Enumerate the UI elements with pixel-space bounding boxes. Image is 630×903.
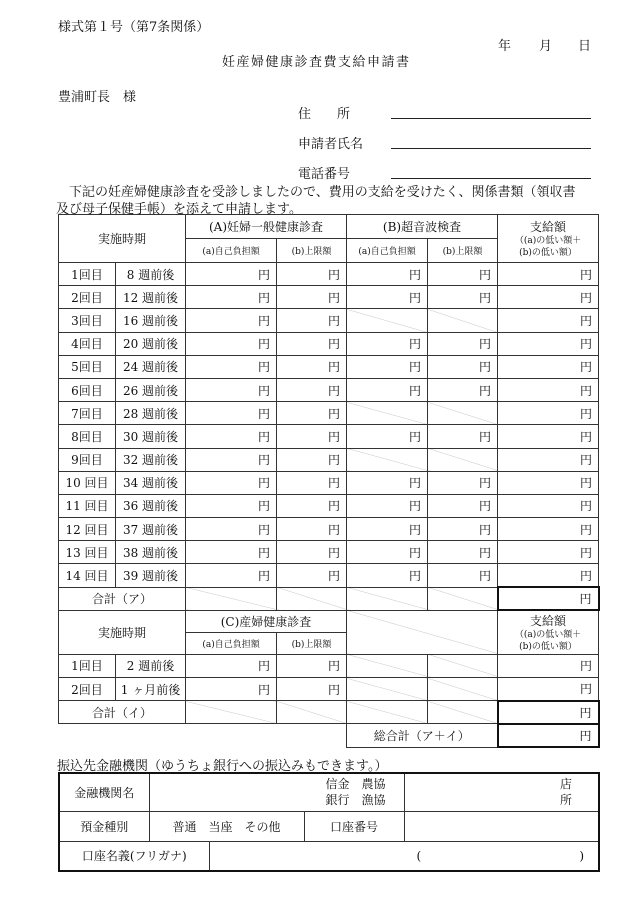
yen-unit: 円: [258, 682, 271, 697]
visit-number: 1回目: [59, 263, 116, 286]
pay-header-note1: （(a)の低い額＋: [514, 630, 582, 641]
body-text-line2: 及び母子保健手帳）を添えて申請します。: [56, 202, 302, 217]
general-limit-cell[interactable]: [277, 425, 347, 448]
pay-amount-cell[interactable]: [498, 378, 599, 401]
yen-unit: 円: [409, 522, 422, 537]
general-self-pay-cell[interactable]: [186, 494, 277, 517]
ultrasound-self-pay-cell[interactable]: [347, 518, 428, 541]
pay-amount-cell[interactable]: [498, 518, 599, 541]
self-pay-header: (a)自己負担額: [186, 632, 277, 654]
visit-timing: 39 週前後: [116, 564, 186, 587]
postnatal-pay-cell[interactable]: [498, 654, 599, 677]
general-self-pay-cell[interactable]: [186, 309, 277, 332]
ultrasound-self-pay-cell[interactable]: [347, 286, 428, 309]
yen-unit: 円: [580, 682, 593, 697]
phone-field[interactable]: [391, 178, 591, 179]
yen-unit: 円: [579, 705, 592, 720]
limit-header: (b)上限額: [277, 632, 347, 654]
address-label: 住 所: [298, 107, 351, 122]
ultrasound-limit-cell[interactable]: [428, 286, 498, 309]
yen-unit: 円: [580, 267, 593, 282]
yen-unit: 円: [258, 569, 271, 584]
visit-number: 2回目: [59, 286, 116, 309]
postnatal-limit-cell[interactable]: [277, 678, 347, 701]
phone-label: 電話番号: [298, 167, 351, 182]
table-row: [59, 724, 599, 747]
postnatal-na: [347, 654, 428, 677]
postnatal-pay-cell[interactable]: [498, 678, 599, 701]
subtotal-na: [277, 701, 347, 724]
yen-unit: 円: [409, 383, 422, 398]
visit-timing: 36 週前後: [116, 494, 186, 517]
deposit-type-options[interactable]: 普通 当座 その他: [149, 811, 304, 841]
ultrasound-self-pay-cell[interactable]: [347, 494, 428, 517]
table-row: [59, 425, 599, 448]
yen-unit: 円: [580, 476, 593, 491]
postnatal-na: [428, 654, 498, 677]
yen-unit: 円: [580, 499, 593, 514]
pay-amount-cell[interactable]: [498, 471, 599, 494]
yen-unit: 円: [328, 429, 341, 444]
page-title: 妊産婦健康診査費支給申請書: [222, 55, 411, 70]
bank-table: [58, 772, 600, 872]
general-self-pay-cell[interactable]: [186, 541, 277, 564]
deposit-type-label: 預金種別: [59, 811, 149, 841]
ultrasound-limit-cell[interactable]: [428, 332, 498, 355]
yen-unit: 円: [580, 337, 593, 352]
visit-timing: 30 週前後: [116, 425, 186, 448]
postnatal-pay-header: [498, 610, 599, 654]
postnatal-checkup-header: (C)産婦健康診査: [186, 610, 347, 632]
yen-unit: 円: [328, 476, 341, 491]
ultrasound-limit-cell[interactable]: [428, 494, 498, 517]
table-row: [59, 448, 599, 471]
general-limit-cell[interactable]: [277, 448, 347, 471]
general-limit-cell[interactable]: [277, 378, 347, 401]
visit-number: 4回目: [59, 332, 116, 355]
ultrasound-limit-cell[interactable]: [428, 518, 498, 541]
yen-unit: 円: [579, 728, 592, 743]
ultrasound-self-pay-cell[interactable]: [347, 378, 428, 401]
grand-total-amount[interactable]: [498, 724, 599, 747]
ultrasound-limit-na: [428, 402, 498, 425]
table-row: [59, 286, 599, 309]
yen-unit: 円: [479, 383, 492, 398]
ultrasound-self-pay-cell[interactable]: [347, 541, 428, 564]
table-row: [59, 494, 599, 517]
yen-unit: 円: [580, 453, 593, 468]
table-row: [59, 678, 599, 701]
visit-timing: 26 週前後: [116, 378, 186, 401]
pay-amount-cell[interactable]: [498, 494, 599, 517]
account-holder-field[interactable]: [209, 841, 599, 871]
table-row: [59, 309, 599, 332]
yen-unit: 円: [580, 290, 593, 305]
yen-unit: 円: [580, 568, 593, 583]
yen-unit: 円: [258, 406, 271, 421]
form-number: 様式第１号（第7条関係）: [58, 20, 210, 35]
ultrasound-limit-cell[interactable]: [428, 471, 498, 494]
yen-unit: 円: [258, 313, 271, 328]
pay-amount-cell[interactable]: [498, 448, 599, 471]
table-row: [59, 541, 599, 564]
general-self-pay-cell[interactable]: [186, 518, 277, 541]
yen-unit: 円: [580, 545, 593, 560]
visit-number: 6回目: [59, 378, 116, 401]
postnatal-na: [347, 678, 428, 701]
yen-unit: 円: [328, 659, 341, 674]
general-limit-cell[interactable]: [277, 355, 347, 378]
yen-unit: 円: [409, 545, 422, 560]
yen-unit: 円: [580, 659, 593, 674]
body-text-line1: 下記の妊産婦健康診査を受診しましたので、費用の支給を受けたく、関係書類（領収書: [56, 185, 576, 200]
visit-timing: 28 週前後: [116, 402, 186, 425]
branch-label-line2: 所: [560, 793, 573, 808]
subtotal-na: [428, 701, 498, 724]
pay-amount-cell[interactable]: [498, 332, 599, 355]
yen-unit: 円: [409, 360, 422, 375]
yen-unit: 円: [479, 290, 492, 305]
date-month-label: 月: [539, 39, 553, 54]
yen-unit: 円: [479, 360, 492, 375]
visit-number: 3回目: [59, 309, 116, 332]
yen-unit: 円: [479, 499, 492, 514]
yen-unit: 円: [328, 360, 341, 375]
yen-unit: 円: [258, 522, 271, 537]
postnatal-visit-timing: 2 週前後: [116, 654, 186, 677]
general-self-pay-cell[interactable]: [186, 564, 277, 587]
postnatal-self-pay-cell[interactable]: [186, 678, 277, 701]
pay-amount-cell[interactable]: [498, 263, 599, 286]
ultrasound-self-pay-na: [347, 448, 428, 471]
yen-unit: 円: [258, 545, 271, 560]
self-pay-header: (a)自己負担額: [347, 239, 428, 263]
pay-amount-cell[interactable]: [498, 286, 599, 309]
address-field[interactable]: [391, 118, 591, 119]
grand-total-label: 総合計（ア＋イ）: [347, 724, 498, 747]
ultrasound-header: (B)超音波検査: [347, 215, 498, 239]
visit-timing: 32 週前後: [116, 448, 186, 471]
yen-unit: 円: [258, 383, 271, 398]
postnatal-blank: [347, 610, 498, 654]
yen-unit: 円: [328, 522, 341, 537]
yen-unit: 円: [258, 290, 271, 305]
visit-number: 8回目: [59, 425, 116, 448]
general-limit-cell[interactable]: [277, 494, 347, 517]
general-limit-cell[interactable]: [277, 471, 347, 494]
general-limit-cell[interactable]: [277, 518, 347, 541]
pay-header-note2: (b)の低い額）: [519, 248, 577, 258]
postnatal-limit-cell[interactable]: [277, 654, 347, 677]
ultrasound-limit-cell[interactable]: [428, 263, 498, 286]
yen-unit: 円: [258, 429, 271, 444]
postnatal-visit-timing: 1 ヶ月前後: [116, 678, 186, 701]
yen-unit: 円: [409, 337, 422, 352]
visit-timing: 24 週前後: [116, 355, 186, 378]
ultrasound-self-pay-cell[interactable]: [347, 332, 428, 355]
yen-unit: 円: [258, 267, 271, 282]
visit-number: 14 回目: [59, 564, 116, 587]
visit-number: 12 回目: [59, 518, 116, 541]
postnatal-visit-number: 2回目: [59, 678, 116, 701]
table-row: [59, 471, 599, 494]
ultrasound-limit-na: [428, 448, 498, 471]
ultrasound-limit-na: [428, 309, 498, 332]
yen-unit: 円: [328, 267, 341, 282]
visit-number: 13 回目: [59, 541, 116, 564]
yen-unit: 円: [580, 429, 593, 444]
bank-name-label: 金融機関名: [59, 773, 149, 811]
visit-timing: 38 週前後: [116, 541, 186, 564]
ultrasound-self-pay-cell[interactable]: [347, 263, 428, 286]
bank-intro: 振込先金融機関（ゆうちょ銀行への振込みもできます。）: [57, 759, 388, 774]
subtotal-b-amount[interactable]: [498, 701, 599, 724]
subtotal-na: [277, 587, 347, 610]
general-self-pay-cell[interactable]: [186, 355, 277, 378]
subtotal-na: [347, 701, 428, 724]
subtotal-na: [186, 587, 277, 610]
visit-timing: 34 週前後: [116, 471, 186, 494]
yen-unit: 円: [479, 522, 492, 537]
yen-unit: 円: [328, 313, 341, 328]
visit-number: 7回目: [59, 402, 116, 425]
pay-amount-cell[interactable]: [498, 402, 599, 425]
general-self-pay-cell[interactable]: [186, 332, 277, 355]
ultrasound-limit-cell[interactable]: [428, 378, 498, 401]
yen-unit: 円: [328, 682, 341, 697]
general-self-pay-cell[interactable]: [186, 263, 277, 286]
yen-unit: 円: [479, 569, 492, 584]
grand-total-spacer: [59, 724, 347, 747]
table-row: [59, 518, 599, 541]
yen-unit: 円: [328, 569, 341, 584]
account-number-label: 口座番号: [304, 811, 404, 841]
table-row: [59, 610, 599, 632]
ultrasound-self-pay-cell[interactable]: [347, 564, 428, 587]
yen-unit: 円: [328, 337, 341, 352]
pay-amount-cell[interactable]: [498, 541, 599, 564]
visit-timing: 12 週前後: [116, 286, 186, 309]
yen-unit: 円: [258, 360, 271, 375]
general-limit-cell[interactable]: [277, 332, 347, 355]
paren-open: (: [416, 848, 422, 863]
table-row: [59, 564, 599, 587]
yen-unit: 円: [328, 453, 341, 468]
pay-amount-cell[interactable]: [498, 309, 599, 332]
yen-unit: 円: [479, 545, 492, 560]
yen-unit: 円: [580, 383, 593, 398]
yen-unit: 円: [258, 476, 271, 491]
table-row: [59, 355, 599, 378]
yen-unit: 円: [328, 406, 341, 421]
yen-unit: 円: [580, 360, 593, 375]
yen-unit: 円: [328, 499, 341, 514]
yen-unit: 円: [328, 545, 341, 560]
applicant-name-label: 申請者氏名: [298, 137, 364, 152]
general-self-pay-cell[interactable]: [186, 286, 277, 309]
table-row: [59, 701, 599, 724]
yen-unit: 円: [479, 429, 492, 444]
subtotal-a-label: 合計（ア）: [59, 587, 186, 610]
general-limit-cell[interactable]: [277, 541, 347, 564]
table-row: [59, 215, 599, 239]
pay-amount-cell[interactable]: [498, 564, 599, 587]
postnatal-period-header: 実施時期: [59, 610, 186, 654]
subtotal-na: [428, 587, 498, 610]
paren-close: ): [579, 848, 585, 863]
pay-header-note1: （(a)の低い額＋: [514, 236, 582, 246]
yen-unit: 円: [409, 569, 422, 584]
visit-number: 10 回目: [59, 471, 116, 494]
general-self-pay-cell[interactable]: [186, 448, 277, 471]
pay-amount-cell[interactable]: [498, 425, 599, 448]
bank-name-field[interactable]: [149, 773, 404, 811]
general-limit-cell[interactable]: [277, 402, 347, 425]
yen-unit: 円: [328, 383, 341, 398]
pay-amount-cell[interactable]: [498, 355, 599, 378]
date-year-label: 年: [498, 39, 512, 54]
ultrasound-limit-cell[interactable]: [428, 355, 498, 378]
applicant-name-field[interactable]: [391, 148, 591, 149]
ultrasound-limit-cell[interactable]: [428, 425, 498, 448]
subtotal-a-amount[interactable]: [498, 587, 599, 610]
visit-number: 11 回目: [59, 494, 116, 517]
yen-unit: 円: [580, 406, 593, 421]
branch-field[interactable]: [404, 773, 599, 811]
pay-header: 支給額: [530, 614, 567, 629]
yen-unit: 円: [580, 522, 593, 537]
limit-header: (b)上限額: [428, 239, 498, 263]
pay-header-note2: (b)の低い額）: [519, 642, 577, 653]
limit-header: (b)上限額: [277, 239, 347, 263]
yen-unit: 円: [409, 290, 422, 305]
table-row: [59, 263, 599, 286]
subtotal-na: [186, 701, 277, 724]
postnatal-visit-number: 1回目: [59, 654, 116, 677]
yen-unit: 円: [479, 476, 492, 491]
yen-unit: 円: [328, 290, 341, 305]
general-limit-cell[interactable]: [277, 286, 347, 309]
yen-unit: 円: [409, 499, 422, 514]
visit-number: 5回目: [59, 355, 116, 378]
yen-unit: 円: [258, 499, 271, 514]
yen-unit: 円: [258, 337, 271, 352]
postnatal-self-pay-cell[interactable]: [186, 654, 277, 677]
subtotal-na: [347, 587, 428, 610]
bank-type-line1: 信金 農協: [325, 777, 386, 792]
table-row: [59, 587, 599, 610]
table-row: [59, 378, 599, 401]
account-number-field[interactable]: [404, 811, 599, 841]
visit-timing: 16 週前後: [116, 309, 186, 332]
yen-unit: 円: [579, 592, 592, 607]
general-self-pay-cell[interactable]: [186, 425, 277, 448]
ultrasound-limit-cell[interactable]: [428, 541, 498, 564]
yen-unit: 円: [580, 313, 593, 328]
ultrasound-self-pay-cell[interactable]: [347, 471, 428, 494]
general-limit-cell[interactable]: [277, 263, 347, 286]
ultrasound-self-pay-na: [347, 309, 428, 332]
date-day-label: 日: [578, 39, 592, 54]
general-limit-cell[interactable]: [277, 564, 347, 587]
yen-unit: 円: [258, 659, 271, 674]
pay-header: 支給額: [530, 220, 567, 234]
general-checkup-header: (A)妊婦一般健康診査: [186, 215, 347, 239]
postnatal-na: [428, 678, 498, 701]
ultrasound-limit-cell[interactable]: [428, 564, 498, 587]
table-row: [59, 654, 599, 677]
yen-unit: 円: [479, 337, 492, 352]
ultrasound-self-pay-na: [347, 402, 428, 425]
ultrasound-self-pay-cell[interactable]: [347, 425, 428, 448]
addressee: 豊浦町長 様: [58, 90, 137, 105]
general-self-pay-cell[interactable]: [186, 378, 277, 401]
visit-timing: 20 週前後: [116, 332, 186, 355]
general-limit-cell[interactable]: [277, 309, 347, 332]
checkup-table: [58, 214, 600, 748]
general-self-pay-cell[interactable]: [186, 402, 277, 425]
table-row: [59, 402, 599, 425]
visit-timing: 37 週前後: [116, 518, 186, 541]
pay-amount-header: [498, 215, 599, 263]
yen-unit: 円: [409, 267, 422, 282]
bank-type-line2: 銀行 漁協: [325, 793, 386, 808]
table-row: [59, 332, 599, 355]
ultrasound-self-pay-cell[interactable]: [347, 355, 428, 378]
branch-label-line1: 店: [560, 777, 573, 792]
yen-unit: 円: [258, 453, 271, 468]
yen-unit: 円: [409, 476, 422, 491]
self-pay-header: (a)自己負担額: [186, 239, 277, 263]
subtotal-b-label: 合計（イ）: [59, 701, 186, 724]
yen-unit: 円: [479, 267, 492, 282]
period-header: 実施時期: [59, 215, 186, 263]
yen-unit: 円: [409, 429, 422, 444]
account-holder-label: 口座名義(フリガナ): [59, 841, 209, 871]
visit-number: 9回目: [59, 448, 116, 471]
general-self-pay-cell[interactable]: [186, 471, 277, 494]
visit-timing: 8 週前後: [116, 263, 186, 286]
